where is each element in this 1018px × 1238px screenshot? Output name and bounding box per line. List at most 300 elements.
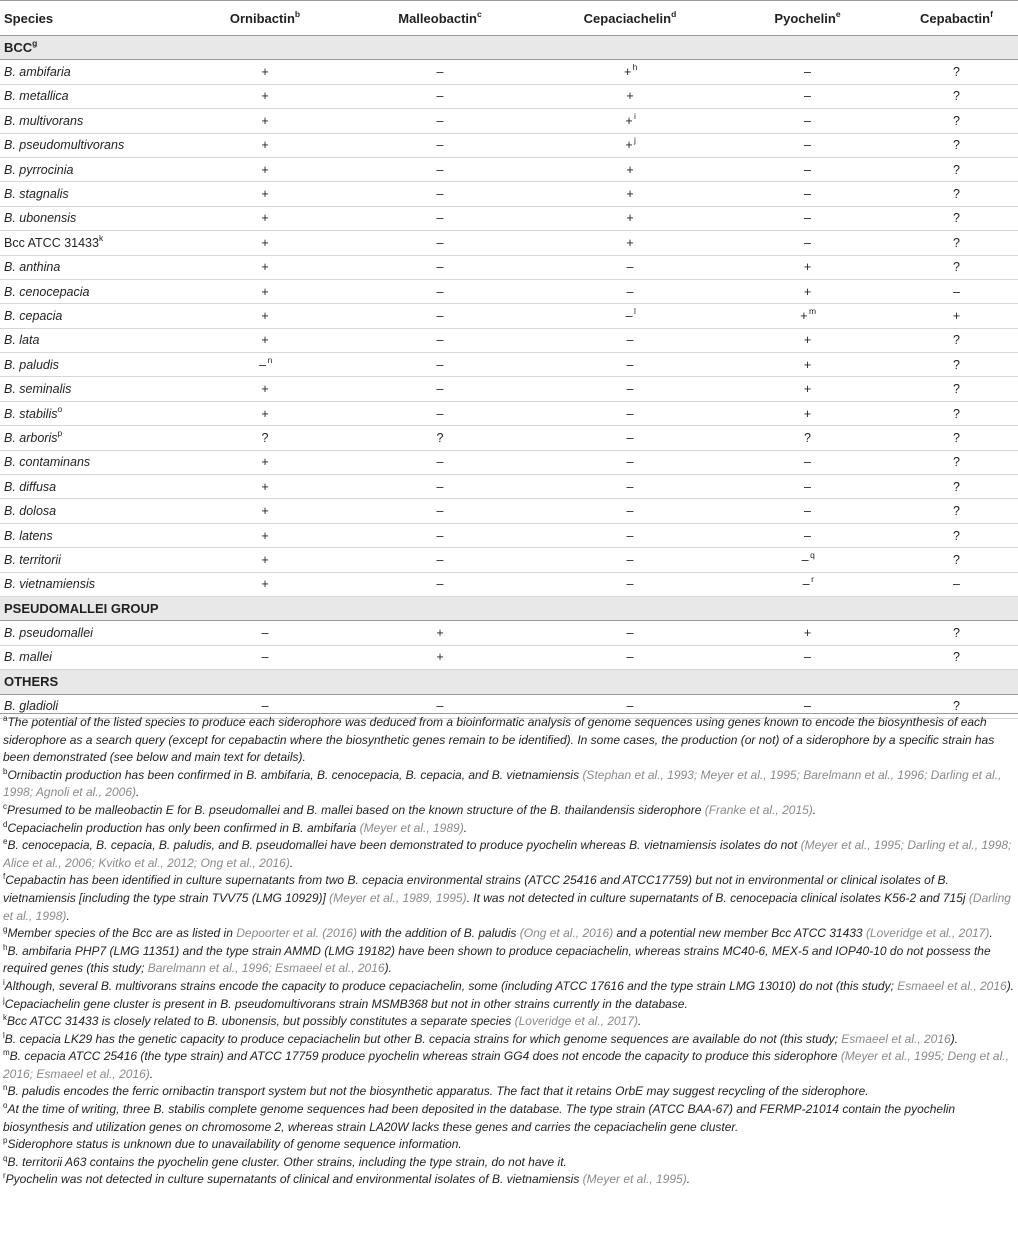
header-cepaciachelin: Cepaciachelin$^d$ — [540, 1, 720, 36]
status-mark: – — [804, 479, 811, 494]
footnote-text: B. cepacia ATCC 25416 (the type strain) and ATCC 17759 produce pyochelin whereas strain GG4 does not encode the capacity to produce this siderophore — [9, 1049, 841, 1064]
footnote — [3, 837, 1015, 872]
header-ornibactin: Ornibactin$^b$ — [190, 1, 340, 36]
status-cell — [895, 279, 1018, 303]
footnote-text: Siderophore status is unknown due to unavailability of genome sequence information. — [7, 1137, 462, 1152]
citation: (Loveridge et al., 2017) — [865, 926, 990, 941]
footnote-mark: r — [3, 1171, 6, 1181]
status-mark: – — [436, 284, 444, 299]
status-cell — [540, 499, 720, 523]
status-cell — [895, 255, 1018, 279]
status-mark: ? — [953, 479, 960, 494]
status-mark: – — [804, 187, 811, 202]
status-cell — [895, 377, 1018, 401]
status-mark: ? — [261, 430, 269, 445]
footnote-text: . — [149, 1066, 154, 1081]
status-cell — [540, 133, 720, 157]
table-row — [0, 328, 1018, 352]
footnote-text: Presumed to be malleobactin E for B. pseudomallei and B. mallei based on the known structure of the B. thailandensis siderophore — [7, 802, 705, 817]
status-mark: + — [261, 308, 269, 323]
status-mark: – — [804, 162, 811, 177]
species-cell — [0, 621, 190, 645]
status-cell — [190, 279, 340, 303]
status-mark: ? — [953, 211, 960, 226]
footnote-mark: i — [3, 977, 5, 987]
status-cell — [190, 255, 340, 279]
status-cell — [540, 523, 720, 547]
status-mark: – — [804, 211, 811, 226]
footnote-mark: h — [632, 62, 638, 73]
footnote-mark: q — [3, 1153, 8, 1163]
species-cell — [0, 328, 190, 352]
status-mark: ? — [953, 406, 960, 421]
status-mark: – — [436, 455, 444, 470]
footnote-text: with the addition of B. paludis — [356, 926, 520, 941]
status-mark: – — [436, 138, 444, 153]
footnote-mark: n — [267, 354, 273, 365]
status-cell — [720, 133, 895, 157]
status-cell — [720, 109, 895, 133]
table-row — [0, 499, 1018, 523]
status-cell — [720, 401, 895, 425]
status-cell — [720, 499, 895, 523]
status-mark: + — [261, 235, 269, 250]
status-cell — [720, 450, 895, 474]
footnote-mark: k — [98, 232, 104, 243]
status-cell — [340, 621, 540, 645]
status-cell — [340, 645, 540, 669]
footnote-mark: p — [57, 427, 63, 438]
species-cell — [0, 133, 190, 157]
status-mark: + — [436, 650, 444, 665]
status-cell — [720, 548, 895, 572]
status-cell — [895, 231, 1018, 255]
species-name: B. multivorans — [4, 113, 84, 128]
species-cell — [0, 304, 190, 328]
table-row — [0, 157, 1018, 181]
status-mark: – — [261, 699, 269, 714]
status-cell — [540, 572, 720, 596]
status-cell — [540, 182, 720, 206]
status-mark: – — [436, 504, 444, 519]
footnote-mark: i — [634, 110, 636, 121]
group-label-text: OTHERS — [4, 674, 59, 690]
status-cell — [190, 475, 340, 499]
status-cell — [190, 84, 340, 108]
table-row — [0, 426, 1018, 450]
status-mark: – — [626, 357, 634, 372]
status-mark: – — [953, 284, 960, 299]
status-cell — [720, 157, 895, 181]
status-mark: ? — [953, 113, 960, 128]
status-cell — [340, 572, 540, 596]
status-mark: + — [261, 528, 269, 543]
status-cell — [540, 353, 720, 377]
status-mark: – — [804, 455, 811, 470]
table-body — [0, 36, 1018, 719]
species-name: B. diffusa — [4, 479, 57, 494]
status-cell — [190, 499, 340, 523]
footnote-text: . — [989, 926, 993, 941]
status-cell — [340, 255, 540, 279]
header-species: Species — [0, 1, 190, 36]
footnote — [3, 925, 1015, 943]
status-mark: + — [803, 406, 812, 421]
status-cell — [190, 572, 340, 596]
footnote — [3, 1136, 1015, 1154]
footnote-text: Member species of the Bcc are as listed in — [7, 926, 237, 941]
group-label — [0, 670, 1018, 694]
status-mark: + — [261, 187, 269, 202]
footnote-text: B. paludis encodes the ferric ornibactin transport system but not the biosynthetic apparatus. The fact that it retains OrbE may suggest recycling of the siderophore. — [7, 1084, 869, 1099]
status-mark: ? — [953, 333, 960, 348]
footnote-text: B. ambifaria PHP7 (LMG 11351) and the type strain AMMD (LMG 19182) have been shown to produce cepaciachelin, whereas strains MC40-6, MEX-5 and IOP40-10 do not possess the required genes (this study; — [3, 943, 991, 976]
status-cell — [720, 84, 895, 108]
status-cell — [540, 157, 720, 181]
species-cell — [0, 279, 190, 303]
status-mark: ? — [436, 430, 444, 445]
status-cell — [720, 60, 895, 84]
species-name: B. seminalis — [4, 382, 72, 397]
status-cell — [190, 328, 340, 352]
footnote-mark: k — [3, 1013, 7, 1023]
status-mark: – — [804, 528, 811, 543]
status-mark: ? — [953, 162, 960, 177]
group-label-text: BCC — [4, 40, 33, 56]
status-cell — [895, 109, 1018, 133]
footnote-text: ). — [950, 1031, 959, 1046]
status-cell — [540, 328, 720, 352]
status-cell — [895, 84, 1018, 108]
status-mark: ? — [953, 430, 960, 445]
species-name: B. latens — [4, 528, 53, 543]
status-cell — [340, 84, 540, 108]
status-mark: – — [436, 187, 444, 202]
footnote-mark: m — [3, 1048, 10, 1058]
status-cell — [190, 109, 340, 133]
footnote-mark: m — [808, 305, 817, 316]
status-mark: – — [626, 406, 634, 421]
status-mark: – — [626, 333, 634, 348]
footnote — [3, 767, 1015, 802]
status-mark: – — [436, 406, 444, 421]
status-mark: ? — [953, 504, 960, 519]
status-cell — [720, 621, 895, 645]
footnote-text: B. cenocepacia, B. cepacia, B. paludis, and B. pseudomallei have been demonstrated to produce pyochelin whereas B. vietnamiensis isolates do not — [7, 838, 801, 853]
status-cell — [190, 401, 340, 425]
status-mark: – — [804, 699, 811, 714]
status-cell — [540, 231, 720, 255]
species-cell — [0, 645, 190, 669]
table-row — [0, 279, 1018, 303]
status-mark: + — [261, 162, 269, 177]
status-mark: + — [436, 626, 444, 641]
footnote — [3, 802, 1015, 820]
status-cell — [720, 426, 895, 450]
footnote — [3, 1154, 1015, 1172]
footnote-mark: a — [3, 714, 8, 723]
status-mark: – — [626, 699, 634, 714]
status-mark: + — [625, 138, 633, 153]
status-cell — [895, 426, 1018, 450]
status-mark: – — [436, 552, 444, 567]
footnote-text: Ornibactin production has been confirmed in B. ambifaria, B. cenocepacia, B. cepacia, and B. vietnamiensis — [7, 767, 583, 782]
group-row — [0, 670, 1018, 694]
status-mark: ? — [953, 138, 960, 153]
species-name: B. ambifaria — [4, 65, 71, 80]
species-name: B. pseudomultivorans — [4, 138, 125, 153]
citation: (Ong et al., 2016) — [519, 926, 614, 941]
status-mark: ? — [953, 552, 960, 567]
citation: (Franke et al., 2015) — [704, 802, 813, 817]
citation: (Meyer et al., 1989) — [359, 820, 464, 835]
table-row — [0, 475, 1018, 499]
status-cell — [720, 572, 895, 596]
status-cell — [540, 426, 720, 450]
status-mark: + — [261, 65, 269, 80]
table-row — [0, 206, 1018, 230]
status-cell — [895, 133, 1018, 157]
citation: (Darling et al., 1998) — [3, 890, 1011, 923]
species-name: B. mallei — [4, 650, 52, 665]
species-cell — [0, 377, 190, 401]
status-cell — [895, 304, 1018, 328]
status-cell — [340, 157, 540, 181]
status-cell — [540, 475, 720, 499]
status-cell — [340, 353, 540, 377]
footnote-mark: r — [811, 574, 814, 585]
species-name: B. lata — [4, 333, 40, 348]
status-cell — [540, 255, 720, 279]
status-mark: – — [801, 552, 809, 567]
status-mark: + — [261, 504, 269, 519]
footnote-mark: j — [3, 995, 5, 1005]
status-cell — [895, 401, 1018, 425]
table-row — [0, 182, 1018, 206]
species-name: B. cenocepacia — [4, 284, 90, 299]
citation: (Meyer et al., 1995; Darling et al., 1998; Alice et al., 2006; Kvitko et al., 2012; Ong et al., 2016) — [3, 838, 1012, 870]
status-cell — [720, 279, 895, 303]
status-cell — [895, 157, 1018, 181]
status-cell — [340, 279, 540, 303]
status-mark: + — [803, 260, 812, 275]
status-mark: + — [261, 211, 269, 226]
status-mark: + — [625, 113, 633, 128]
status-cell — [895, 548, 1018, 572]
table-row — [0, 304, 1018, 328]
species-cell — [0, 231, 190, 255]
table-row — [0, 621, 1018, 645]
status-cell — [190, 133, 340, 157]
status-cell — [895, 499, 1018, 523]
status-cell — [340, 401, 540, 425]
status-cell — [540, 621, 720, 645]
species-name: B. arboris — [4, 430, 58, 445]
species-name: B. dolosa — [4, 504, 57, 519]
footnote-text: and a potential new member Bcc ATCC 31433 — [613, 926, 866, 941]
footnote-mark: c — [3, 801, 7, 811]
status-mark: – — [804, 235, 811, 250]
footnote — [3, 1048, 1015, 1083]
status-mark: – — [436, 357, 444, 372]
footnote-text: . — [463, 820, 468, 835]
footnote-mark: l — [634, 305, 636, 316]
status-mark: + — [626, 162, 634, 177]
footnote — [3, 820, 1015, 838]
species-cell — [0, 60, 190, 84]
status-cell — [540, 450, 720, 474]
status-cell — [720, 328, 895, 352]
status-cell — [540, 109, 720, 133]
species-cell — [0, 353, 190, 377]
species-cell — [0, 450, 190, 474]
group-label — [0, 596, 1018, 620]
status-mark: ? — [953, 528, 960, 543]
status-cell — [190, 206, 340, 230]
table-row — [0, 231, 1018, 255]
table-row — [0, 60, 1018, 84]
status-cell — [340, 475, 540, 499]
status-cell — [720, 523, 895, 547]
footnote-mark: p — [3, 1136, 8, 1146]
species-name: B. pyrrocinia — [4, 162, 74, 177]
status-mark: – — [804, 650, 811, 665]
species-name: B. pseudomallei — [4, 626, 93, 641]
species-name: B. stabilis — [4, 406, 58, 421]
status-cell — [540, 401, 720, 425]
status-cell — [540, 279, 720, 303]
status-mark: + — [261, 138, 269, 153]
footnote-text: . — [812, 802, 817, 817]
footnote-mark: b — [3, 766, 8, 776]
status-cell — [190, 450, 340, 474]
footnote-mark: j — [634, 135, 636, 146]
footnote-text: Pyochelin was not detected in culture supernatants of clinical and environmental isolates of B. vietnamiensis — [5, 1172, 583, 1187]
status-mark: ? — [953, 235, 960, 250]
status-mark: – — [436, 382, 444, 397]
footnote-mark: g — [3, 925, 8, 935]
status-mark: – — [953, 577, 960, 592]
status-mark: – — [436, 577, 444, 592]
status-mark: – — [802, 577, 810, 592]
footnote-text: . It was not detected in culture supernatants of B. cenocepacia clinical isolates K56-2 and 715j — [466, 890, 969, 905]
status-cell — [720, 645, 895, 669]
footnote-mark: g — [32, 38, 38, 49]
status-mark: ? — [953, 89, 960, 104]
status-mark: + — [626, 235, 634, 250]
species-cell — [0, 206, 190, 230]
footnote-text: ). — [384, 961, 392, 976]
status-mark: – — [436, 333, 444, 348]
status-mark: – — [436, 89, 444, 104]
status-cell — [190, 231, 340, 255]
status-mark: – — [436, 479, 444, 494]
status-mark: – — [626, 455, 634, 470]
status-mark: + — [261, 89, 269, 104]
table-row — [0, 353, 1018, 377]
footnote-text: Although, several B. multivorans strains encode the capacity to produce cepaciachelin, some (including ATCC 17616 and the type strain LMG 13010) do not (this study; — [4, 978, 898, 993]
status-cell — [895, 572, 1018, 596]
footnote-mark: n — [3, 1083, 8, 1093]
footnote-mark: e — [3, 837, 8, 847]
status-mark: + — [803, 626, 812, 641]
status-cell — [895, 182, 1018, 206]
species-cell — [0, 499, 190, 523]
footnote-mark: f — [3, 872, 6, 882]
footnote — [3, 1101, 1015, 1136]
status-cell — [720, 353, 895, 377]
species-name: B. paludis — [4, 357, 59, 372]
table-row — [0, 645, 1018, 669]
status-cell — [720, 206, 895, 230]
table-row — [0, 523, 1018, 547]
footnote — [3, 978, 1015, 996]
status-mark: – — [804, 113, 811, 128]
status-cell — [340, 206, 540, 230]
status-mark: – — [626, 577, 634, 592]
footnote — [3, 714, 1015, 767]
status-mark: + — [800, 308, 808, 323]
status-cell — [190, 157, 340, 181]
footnote-text: Cepaciachelin gene cluster is present in B. pseudomultivorans strain MSMB368 but not in other strains currently in the database. — [4, 996, 688, 1011]
species-name: B. metallica — [4, 89, 69, 104]
status-cell — [540, 206, 720, 230]
status-cell — [895, 523, 1018, 547]
status-mark: – — [626, 382, 634, 397]
group-row — [0, 596, 1018, 620]
table-row — [0, 401, 1018, 425]
status-mark: – — [626, 430, 634, 445]
status-cell — [340, 231, 540, 255]
status-mark: + — [261, 113, 269, 128]
table-row — [0, 133, 1018, 157]
species-name: B. vietnamiensis — [4, 577, 96, 592]
status-mark: + — [261, 406, 269, 421]
status-cell — [190, 377, 340, 401]
status-cell — [895, 450, 1018, 474]
status-mark: + — [261, 577, 269, 592]
status-mark: – — [436, 528, 444, 543]
status-mark: ? — [953, 626, 960, 641]
status-cell — [190, 523, 340, 547]
status-cell — [190, 645, 340, 669]
footnote-text: B. territorii A63 contains the pyochelin gene cluster. Other strains, including the type strain, do not have it. — [7, 1154, 567, 1169]
status-mark: – — [626, 260, 634, 275]
footnote-mark: l — [3, 1030, 5, 1040]
table-row — [0, 109, 1018, 133]
status-mark: ? — [953, 650, 960, 665]
table-row — [0, 548, 1018, 572]
species-cell — [0, 475, 190, 499]
citation: (Meyer et al., 1989, 1995) — [329, 890, 467, 905]
footnote-text: B. cepacia LK29 has the genetic capacity to produce cepaciachelin but other B. cepacia strains for which genome sequences are available do not (this study; — [4, 1031, 842, 1046]
footnote-text: The potential of the listed species to produce each siderophore was deduced from a bioinformatic analysis of genome sequences using genes known to encode the biosynthesis of each siderophore as a search query (except for cepabactin where the biosynthetic genes remain to be identified). In some cases, the production (or not) of a siderophore by a specific strain has been demonstrated (see below and main text for details). — [3, 715, 995, 765]
status-mark: – — [626, 626, 634, 641]
status-cell — [340, 328, 540, 352]
status-cell — [895, 475, 1018, 499]
footnote — [3, 996, 1015, 1014]
status-cell — [720, 475, 895, 499]
footnotes — [0, 713, 1018, 1189]
species-name: Bcc ATCC 31433 — [4, 235, 99, 250]
group-row — [0, 36, 1018, 60]
status-mark: ? — [953, 357, 960, 372]
status-cell — [340, 182, 540, 206]
status-cell — [340, 426, 540, 450]
status-mark: + — [623, 65, 632, 80]
footnote-text: . — [289, 855, 294, 870]
footnote — [3, 1083, 1015, 1101]
